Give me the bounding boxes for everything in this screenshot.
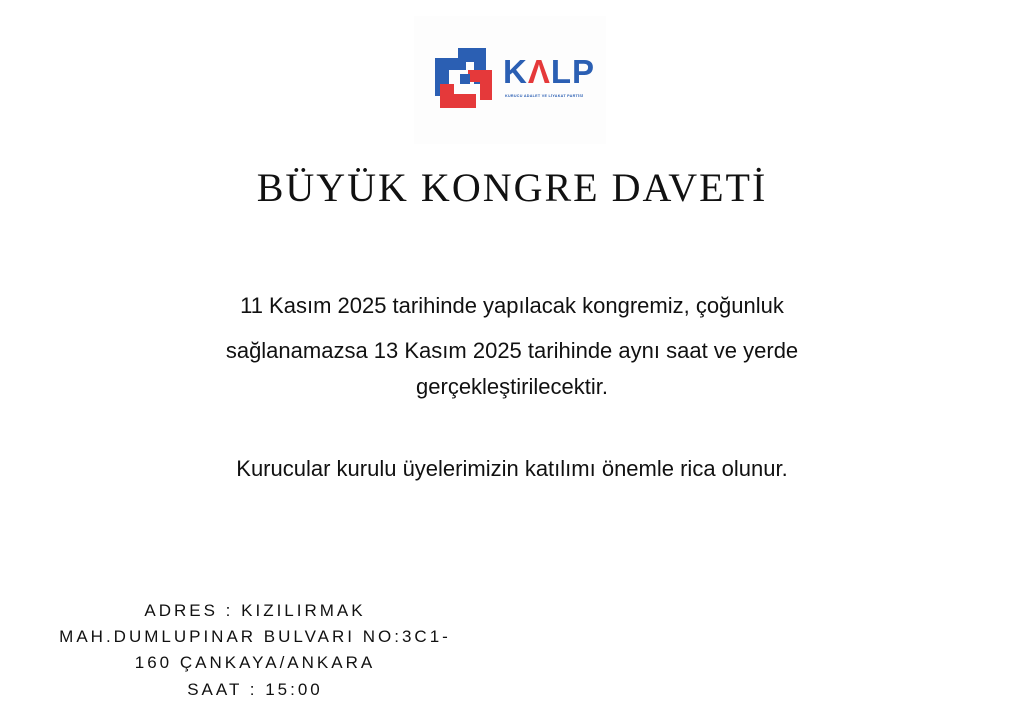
interlocked-squares-icon [430, 44, 496, 110]
logo-letter-k: K [503, 53, 528, 90]
body-line-4: Kurucular kurulu üyelerimizin katılımı önemle rica olunur. [236, 456, 788, 481]
body-line-3: gerçekleştirilecektir. [416, 374, 608, 399]
logo-wordmark [503, 55, 595, 88]
meeting-time: SAAT : 15:00 [187, 680, 323, 699]
address-line-1: ADRES : KIZILIRMAK [144, 601, 366, 620]
logo-letter-a: Λ [527, 53, 551, 90]
address-line-3: 160 ÇANKAYA/ANKARA [134, 653, 376, 672]
page-title: BÜYÜK KONGRE DAVETİ [256, 165, 768, 210]
body-line-1: 11 Kasım 2025 tarihinde yapılacak kongremiz, çoğunluk [240, 293, 784, 318]
logo-letters-lp: LP [550, 53, 596, 90]
address-line-2: MAH.DUMLUPINAR BULVARI NO:3C1- [59, 627, 451, 646]
body-line-2: sağlanamazsa 13 Kasım 2025 tarihinde aynı saat ve yerde [225, 338, 799, 363]
logo-tagline: KURUCU ADALET VE LİYAKAT PARTİSİ [505, 94, 584, 98]
party-logo [414, 16, 606, 144]
